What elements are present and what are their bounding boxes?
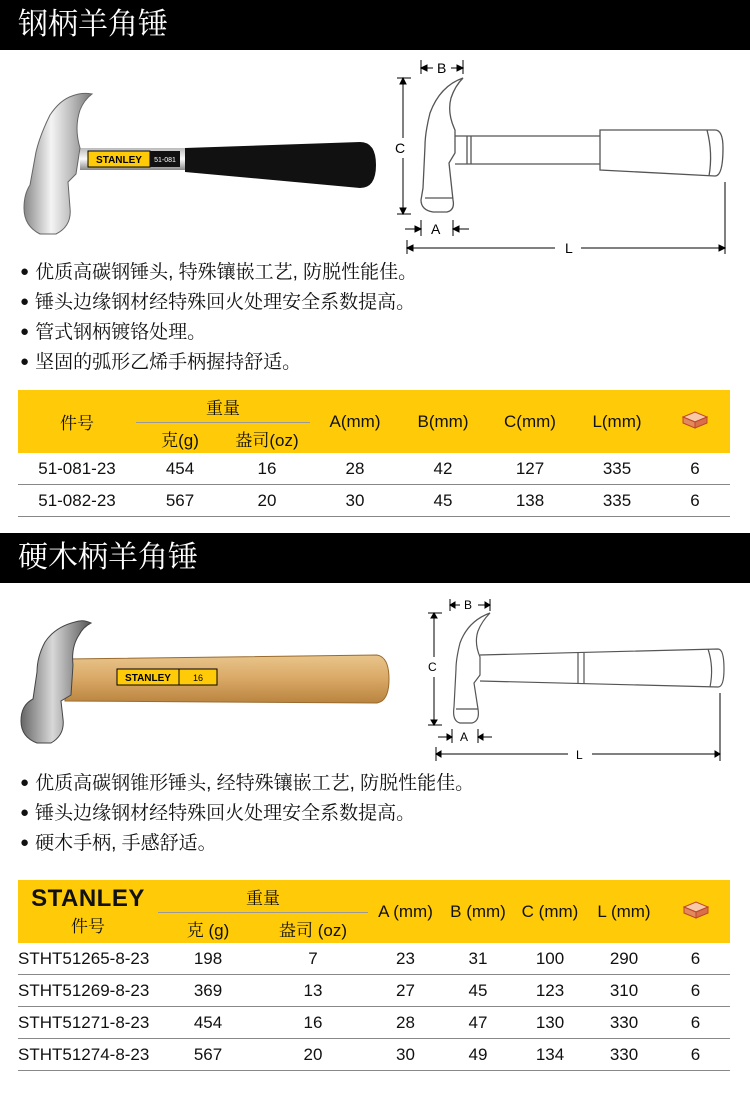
feature-item: ● 坚固的弧形乙烯手柄握持舒适。 [20, 348, 417, 378]
cell-a: 28 [368, 1007, 443, 1039]
col-b: B (mm) [443, 880, 513, 943]
table-row [18, 485, 730, 517]
table-row [18, 1007, 730, 1039]
cell-b: 47 [443, 1007, 513, 1039]
cell-part: STHT51265-8-23 [18, 943, 158, 975]
cell-box: 6 [661, 943, 730, 975]
col-box [660, 390, 730, 453]
carton-box-icon [682, 899, 710, 919]
spec-table [18, 390, 730, 517]
col-weight-g: 克 (g) [158, 913, 258, 944]
col-box [661, 880, 730, 943]
feature-item: ● 优质高碳钢锤头, 特殊镶嵌工艺, 防脱性能佳。 [20, 258, 417, 288]
cell-oz: 20 [258, 1039, 368, 1071]
table-row [18, 975, 730, 1007]
feature-list [0, 769, 474, 859]
col-c: C (mm) [513, 880, 587, 943]
col-b: B(mm) [400, 390, 486, 453]
feature-item: ● 管式钢柄镀铬处理。 [20, 318, 417, 348]
cell-l: 335 [574, 453, 660, 485]
col-part-number: 件号 [18, 390, 136, 453]
section-title: 钢柄羊角锤 [0, 0, 750, 50]
carton-box-icon [681, 409, 709, 429]
dim-c-label: C [428, 660, 437, 674]
cell-b: 45 [400, 485, 486, 517]
cell-part: STHT51274-8-23 [18, 1039, 158, 1071]
table-row [18, 1039, 730, 1071]
stanley-logo: STANLEY [31, 885, 145, 912]
feature-item: ● 锤头边缘钢材经特殊回火处理安全系数提高。 [20, 799, 474, 829]
wood-hammer-photo [15, 617, 390, 747]
cell-oz: 7 [258, 943, 368, 975]
cell-a: 30 [310, 485, 400, 517]
cell-l: 290 [587, 943, 661, 975]
cell-c: 127 [486, 453, 574, 485]
cell-l: 330 [587, 1039, 661, 1071]
section-wood-hammer [0, 533, 750, 1094]
cell-l: 310 [587, 975, 661, 1007]
cell-l: 330 [587, 1007, 661, 1039]
cell-g: 454 [158, 1007, 258, 1039]
photo-brand-label: STANLEY [96, 155, 142, 166]
cell-b: 31 [443, 943, 513, 975]
col-weight: 重量 [136, 390, 310, 423]
cell-box: 6 [661, 1007, 730, 1039]
feature-item: ● 锤头边缘钢材经特殊回火处理安全系数提高。 [20, 288, 417, 318]
section-title: 硬木柄羊角锤 [0, 533, 750, 583]
col-a: A (mm) [368, 880, 443, 943]
dim-c-label: C [395, 140, 406, 156]
photo-model-label: 51-081 [154, 157, 176, 164]
cell-c: 138 [486, 485, 574, 517]
col-l: L (mm) [587, 880, 661, 943]
dim-b-label: B [437, 60, 447, 76]
cell-part: 51-081-23 [18, 453, 136, 485]
feature-list [0, 258, 417, 378]
cell-b: 42 [400, 453, 486, 485]
feature-item: ● 硬木手柄, 手感舒适。 [20, 829, 474, 859]
cell-c: 134 [513, 1039, 587, 1071]
dim-a-label: A [460, 730, 469, 744]
cell-a: 30 [368, 1039, 443, 1071]
dim-l-label: L [576, 748, 583, 762]
cell-g: 198 [158, 943, 258, 975]
cell-a: 28 [310, 453, 400, 485]
cell-g: 454 [136, 453, 224, 485]
photo-model-label: 16 [192, 673, 204, 683]
dim-l-label: L [565, 240, 573, 256]
cell-part: 51-082-23 [18, 485, 136, 517]
steel-hammer-dimension-drawing [385, 58, 735, 258]
table-row [18, 943, 730, 975]
cell-oz: 20 [224, 485, 310, 517]
cell-part: STHT51271-8-23 [18, 1007, 158, 1039]
spec-table [18, 880, 730, 1071]
cell-oz: 16 [224, 453, 310, 485]
col-weight-oz: 盎司 (oz) [258, 913, 368, 944]
photo-brand-label: STANLEY [125, 673, 171, 684]
steel-hammer-photo [10, 90, 380, 240]
cell-a: 23 [368, 943, 443, 975]
dim-a-label: A [431, 221, 441, 237]
cell-c: 123 [513, 975, 587, 1007]
col-weight-oz: 盎司(oz) [224, 423, 310, 454]
col-weight-g: 克(g) [136, 423, 224, 454]
cell-c: 130 [513, 1007, 587, 1039]
table-row [18, 453, 730, 485]
cell-l: 335 [574, 485, 660, 517]
cell-box: 6 [661, 975, 730, 1007]
col-a: A(mm) [310, 390, 400, 453]
cell-c: 100 [513, 943, 587, 975]
cell-box: 6 [660, 453, 730, 485]
col-c: C(mm) [486, 390, 574, 453]
cell-box: 6 [660, 485, 730, 517]
col-part-label: 件号 [71, 917, 105, 936]
col-weight: 重量 [158, 880, 368, 913]
feature-item: ● 优质高碳钢锥形锤头, 经特殊镶嵌工艺, 防脱性能佳。 [20, 769, 474, 799]
section-steel-hammer [0, 0, 750, 530]
col-l: L(mm) [574, 390, 660, 453]
cell-b: 45 [443, 975, 513, 1007]
col-part-number [18, 880, 158, 943]
cell-g: 567 [136, 485, 224, 517]
cell-b: 49 [443, 1039, 513, 1071]
cell-g: 369 [158, 975, 258, 1007]
cell-a: 27 [368, 975, 443, 1007]
cell-oz: 13 [258, 975, 368, 1007]
wood-hammer-dimension-drawing [418, 597, 733, 767]
dim-b-label: B [464, 598, 473, 612]
cell-box: 6 [661, 1039, 730, 1071]
cell-part: STHT51269-8-23 [18, 975, 158, 1007]
cell-oz: 16 [258, 1007, 368, 1039]
cell-g: 567 [158, 1039, 258, 1071]
